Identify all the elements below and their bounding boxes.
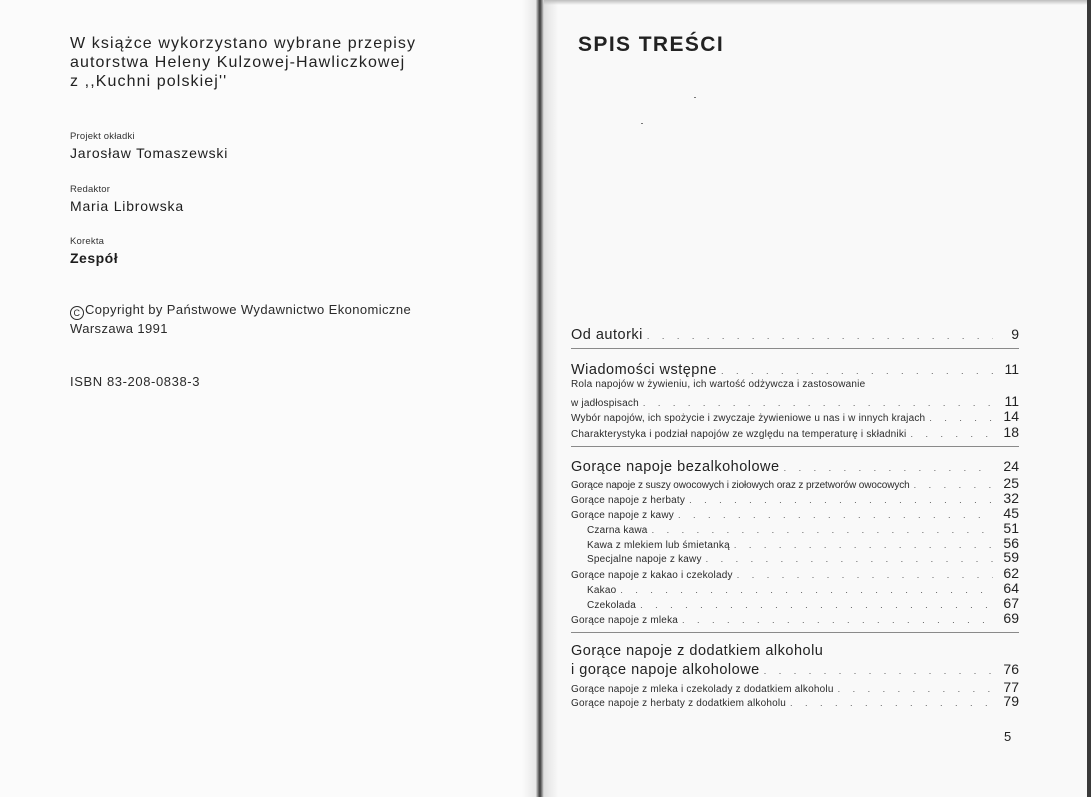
toc-entry-charakterystyka[interactable]: [571, 424, 1019, 440]
toc-entry-page: 56: [1003, 535, 1019, 551]
toc-entry-z-kawy[interactable]: [571, 505, 1019, 521]
intro-line: z ,,Kuchni polskiej'': [70, 73, 228, 90]
credit-value: Zespół: [70, 250, 119, 266]
leader-dots: [790, 698, 993, 708]
leader-dots: [764, 666, 993, 676]
leader-dots: [620, 585, 993, 595]
toc-entry-title: w jadłospisach: [571, 398, 639, 409]
credit-label: Korekta: [70, 236, 105, 247]
toc-entry-page: 69: [1003, 610, 1019, 626]
toc-title: SPIS TREŚCI: [578, 33, 725, 56]
copyright-icon: C: [70, 306, 84, 320]
credit-editor: [70, 184, 184, 214]
toc-entry-page: 76: [1003, 661, 1019, 677]
toc-entry-czarna-kawa[interactable]: [587, 520, 1019, 536]
gutter-shadow-left: [522, 0, 536, 797]
toc-entry-title: Wiadomości wstępne: [571, 362, 717, 378]
toc-entry-page: 51: [1003, 520, 1019, 536]
credit-cover-design: [70, 131, 228, 161]
toc-entry-czekolada[interactable]: [587, 595, 1019, 611]
copyright-place-year: Warszawa 1991: [70, 321, 168, 336]
intro-line: W książce wykorzystano wybrane przepisy: [70, 35, 417, 52]
toc-entry-page: 79: [1003, 693, 1019, 709]
toc-entry-title: Gorące napoje z mleka i czekolady z dodatkiem alkoholu: [571, 684, 834, 695]
isbn: ISBN 83-208-0838-3: [70, 374, 201, 389]
toc-entry-z-herbaty[interactable]: [571, 490, 1019, 506]
toc-entry-page: 14: [1003, 408, 1019, 424]
gutter-shadow-right: [544, 0, 558, 797]
toc-entry-title: Charakterystyka i podział napojów ze względu na temperaturę i składniki: [571, 429, 907, 440]
toc-entry-title: Gorące napoje z kakao i czekolady: [571, 570, 733, 581]
toc-entry-od-autorki[interactable]: [571, 326, 1019, 343]
toc-entry-page: 77: [1003, 679, 1019, 695]
toc-entry-title-line[interactable]: Rola napojów w żywieniu, ich wartość odżywcza i zastosowanie: [571, 379, 866, 390]
toc-entry-wybor-napojow[interactable]: [571, 408, 1019, 424]
toc-entry-rola-napojow[interactable]: [571, 393, 1019, 409]
toc-entry-gorace-bezalkoholowe[interactable]: [571, 458, 1019, 475]
page-top-edge: [544, 0, 1091, 5]
toc-entry-title: Kakao: [587, 585, 617, 596]
toc-entry-title: i gorące napoje alkoholowe: [571, 662, 760, 678]
leader-dots: [706, 554, 993, 564]
left-page: [0, 0, 536, 797]
copyright-notice: [70, 301, 411, 338]
intro-line: autorstwa Heleny Kulzowej-Hawliczkowej: [70, 54, 406, 71]
leader-dots: [721, 366, 993, 376]
leader-dots: [910, 429, 993, 439]
toc-entry-title: Gorące napoje bezalkoholowe: [571, 459, 780, 475]
section-divider: [571, 446, 1019, 447]
credit-value: Maria Librowska: [70, 198, 184, 214]
leader-dots: [652, 525, 993, 535]
toc-entry-title: Od autorki: [571, 327, 643, 343]
toc-entry-title: Wybór napojów, ich spożycie i zwyczaje żywieniowe u nas i w innych krajach: [571, 413, 926, 424]
leader-dots: [929, 413, 993, 423]
toc-entry-title: Gorące napoje z suszy owocowych i ziołowych oraz z przetworów owocowych: [571, 480, 910, 491]
toc-entry-page: 24: [1003, 458, 1019, 474]
toc-entry-title: Gorące napoje z mleka: [571, 615, 679, 626]
toc-entry-title: Kawa z mlekiem lub śmietanką: [587, 540, 730, 551]
toc-entry-page: 9: [1011, 326, 1019, 342]
credit-label: Projekt okładki: [70, 131, 135, 142]
leader-dots: [647, 331, 993, 341]
toc-entry-page: 32: [1003, 490, 1019, 506]
toc-entry-gorace-alkoholowe[interactable]: [571, 661, 1019, 678]
toc-entry-page: 18: [1003, 424, 1019, 440]
page-number: 5: [1004, 729, 1012, 744]
toc-entry-z-mleka[interactable]: [571, 610, 1019, 626]
toc-entry-wiadomosci-wstepne[interactable]: [571, 361, 1019, 378]
copyright-text: Copyright by Państwowe Wydawnictwo Ekonomiczne: [85, 302, 412, 317]
toc-entry-title: Gorące napoje z herbaty: [571, 495, 686, 506]
section-divider: [571, 632, 1019, 633]
leader-dots: [682, 615, 993, 625]
toc-entry-page: 11: [1004, 393, 1019, 409]
toc-entry-page: 64: [1003, 580, 1019, 596]
intro-note: [70, 34, 490, 91]
page-right-edge: [1087, 0, 1091, 797]
toc-entry-page: 59: [1003, 549, 1019, 565]
toc-entry-title: Gorące napoje z kawy: [571, 510, 674, 521]
leader-dots: [784, 463, 993, 473]
toc-entry-title-line[interactable]: Gorące napoje z dodatkiem alkoholu: [571, 643, 824, 659]
leader-dots: [643, 398, 993, 408]
toc-entry-page: 45: [1003, 505, 1019, 521]
credit-proofreading: [70, 236, 118, 266]
toc-entry-page: 11: [1004, 361, 1019, 377]
toc-entry-page: 67: [1003, 595, 1019, 611]
toc-entry-herbaty-alkohol[interactable]: [571, 693, 1019, 709]
leader-dots: [678, 510, 993, 520]
toc-entry-z-kakao[interactable]: [571, 565, 1019, 581]
book-gutter: [536, 0, 544, 797]
paper-speck: [694, 97, 696, 98]
toc-entry-title: Czarna kawa: [587, 525, 648, 536]
toc-entry-title: Czekolada: [587, 600, 637, 611]
toc-entry-page: 62: [1003, 565, 1019, 581]
toc-entry-kakao[interactable]: [587, 580, 1019, 596]
paper-speck: [641, 123, 643, 124]
toc-entry-specjalne-napoje[interactable]: [587, 549, 1019, 565]
toc-entry-title: Gorące napoje z herbaty z dodatkiem alkoholu: [571, 698, 787, 709]
leader-dots: [737, 570, 993, 580]
leader-dots: [914, 480, 993, 490]
toc-entry-z-suszy[interactable]: [571, 475, 1019, 491]
leader-dots: [689, 495, 993, 505]
toc-entry-title: Specjalne napoje z kawy: [587, 554, 702, 565]
leader-dots: [640, 600, 993, 610]
toc-entry-page: 25: [1003, 475, 1019, 491]
credit-value: Jarosław Tomaszewski: [70, 145, 229, 161]
credit-label: Redaktor: [70, 184, 111, 195]
section-divider: [571, 348, 1019, 349]
